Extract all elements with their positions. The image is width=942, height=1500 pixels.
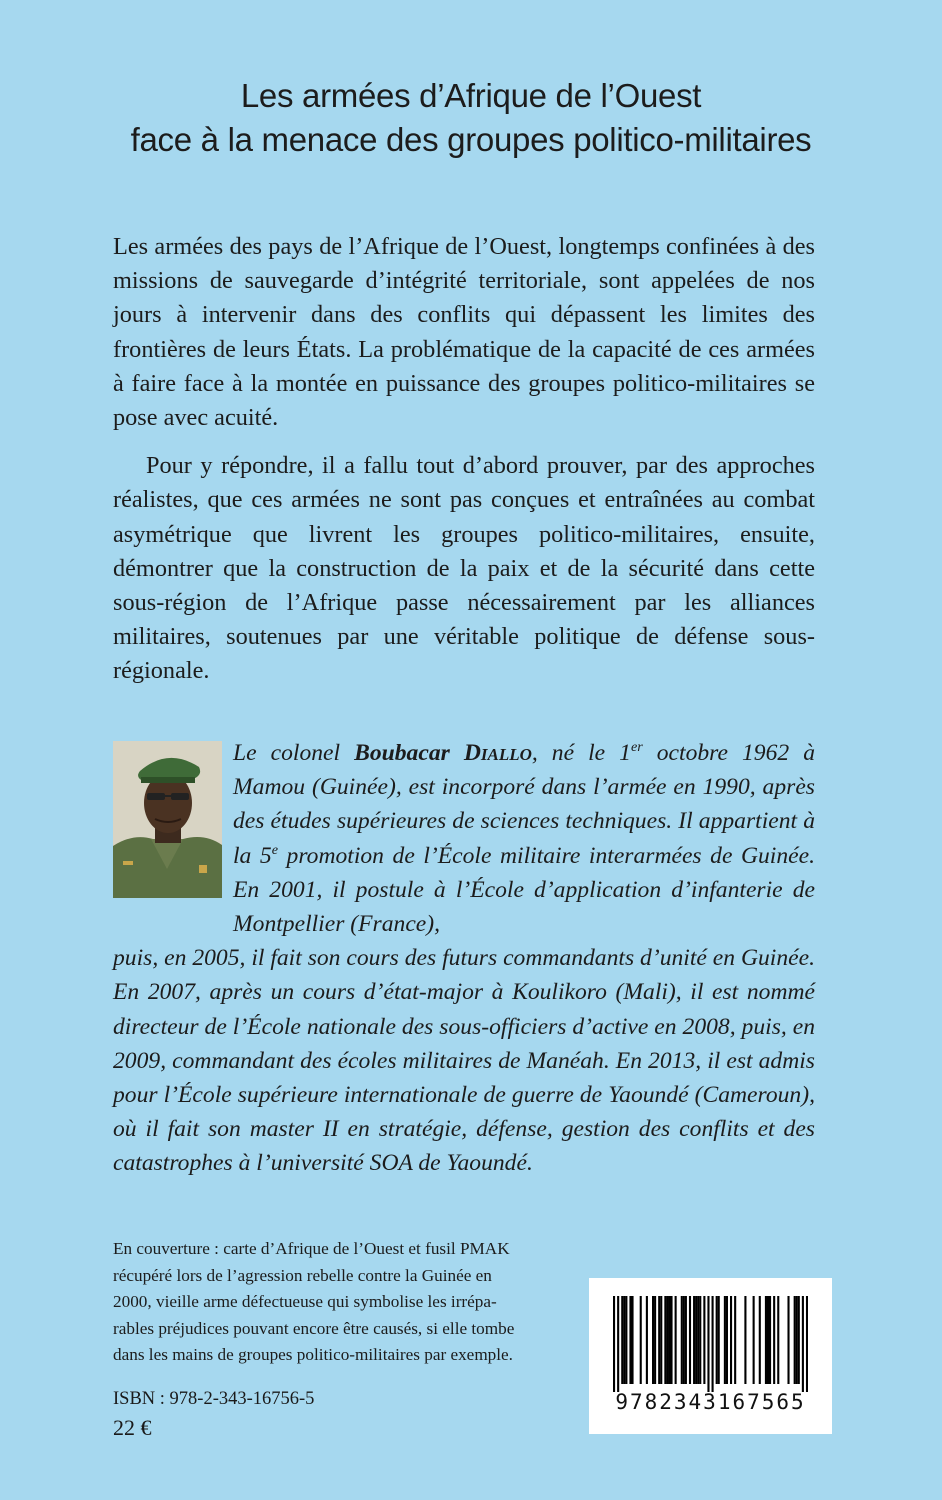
barcode-bar	[668, 1296, 670, 1384]
author-name	[354, 740, 532, 766]
credit-line-5: dans les mains de groupes politico-militaires par exemple.	[113, 1345, 513, 1364]
barcode-bar	[712, 1296, 714, 1392]
barcode-bar	[730, 1296, 732, 1384]
barcode-bar	[734, 1296, 736, 1384]
barcode-bar	[658, 1296, 660, 1384]
author-first-name: Boubacar	[354, 740, 450, 766]
barcode-bar	[769, 1296, 771, 1384]
barcode-bar	[697, 1296, 699, 1384]
barcode-bar	[613, 1296, 615, 1392]
barcode-bar	[681, 1296, 683, 1384]
author-portrait-image	[113, 741, 222, 898]
barcode-bar	[652, 1296, 654, 1384]
barcode-bar	[623, 1296, 625, 1384]
barcode-bar	[759, 1296, 761, 1384]
author-bio	[113, 736, 815, 1181]
bio-part-b: octobre 1962 à Mamou (Guinée), est incorporé dans l’armée en 1990, après des études supérieures de sciences techniques. Il appartient à la 5	[233, 740, 815, 869]
barcode-bar	[695, 1296, 697, 1384]
bio-part-a: , né le 1	[531, 740, 631, 766]
barcode-bar	[654, 1296, 656, 1384]
barcode-bar	[675, 1296, 677, 1384]
credit-line-4: rables préjudices pouvant encore être causés, si elle tombe	[113, 1318, 515, 1338]
barcode-bar	[693, 1296, 695, 1384]
isbn: ISBN : 978-2-343-16756-5	[113, 1389, 315, 1409]
barcode-bar	[798, 1296, 800, 1384]
barcode-bar	[794, 1296, 796, 1384]
barcode	[589, 1278, 832, 1434]
credit-line-2: récupéré lors de l’agression rebelle contre la Guinée en	[113, 1265, 492, 1285]
barcode-bar	[703, 1296, 705, 1384]
barcode-number: 9782343167565	[615, 1390, 806, 1414]
bio-superscript-2: e	[271, 841, 278, 858]
credit-line-1: En couverture : carte d’Afrique de l’Ouest et fusil PMAK	[113, 1239, 510, 1258]
author-last-name: Diallo	[463, 740, 532, 766]
summary-paragraph-2: Pour y répondre, il a fallu tout d’abord prouver, par des approches réalistes, que ces armées ne sont pas conçues et entraînées au combat asymétrique que livrent les groupes politico-militaires, ensuite, démontrer que la construction de la paix et de la sécurité dans cette sous-région de l’Afrique passe nécessairement par les alliances militaires, soutenues par une véritable politique de défense sous-régionale.	[113, 452, 815, 685]
barcode-bar	[718, 1296, 720, 1384]
barcode-bar	[767, 1296, 769, 1384]
barcode-bar	[621, 1296, 623, 1384]
book-title	[0, 74, 942, 162]
barcode-bar	[744, 1296, 746, 1384]
barcode-bar	[726, 1296, 728, 1384]
title-line-1: Les armées d’Afrique de l’Ouest	[240, 77, 702, 114]
summary	[113, 230, 815, 689]
bio-superscript-1: er	[630, 739, 643, 756]
barcode-bar	[753, 1296, 755, 1384]
barcode-bar	[631, 1296, 633, 1384]
barcode-bar	[699, 1296, 701, 1384]
barcode-bar	[802, 1296, 804, 1392]
barcode-bar	[625, 1296, 627, 1384]
title-line-2: face à la menace des groupes politico-militaires	[130, 121, 812, 158]
summary-paragraph-1: Les armées des pays de l’Afrique de l’Ouest, longtemps confinées à des missions de sauvegarde d’intégrité territoriale, sont appelées de nos jours à intervenir dans des conflits qui dépassent les limites des frontières de leurs États. La problématique de la capacité de ces armées à faire face à la montée en puissance des groupes politico-militaires se pose avec acuité.	[113, 233, 815, 432]
barcode-bar	[660, 1296, 662, 1384]
barcode-bar	[640, 1296, 642, 1384]
barcode-bar	[724, 1296, 726, 1384]
barcode-bar	[796, 1296, 798, 1384]
barcode-bar	[670, 1296, 672, 1384]
barcode-bar	[707, 1296, 709, 1392]
barcode-bar	[617, 1296, 619, 1392]
barcode-bar	[685, 1296, 687, 1384]
cover-credit	[113, 1236, 550, 1369]
barcode-bar	[646, 1296, 648, 1384]
barcode-bar	[777, 1296, 779, 1384]
barcode-bar	[787, 1296, 789, 1384]
barcode-bar	[689, 1296, 691, 1384]
bio-continuation: puis, en 2005, il fait son cours des futurs commandants d’unité en Guinée. En 2007, après un cours d’état-major à Koulikoro (Mali), il est nommé directeur de l’École nationale des sous-officiers d’active en 2008, puis, en 2009, commandant des écoles militaires de Manéah. En 2013, il est admis pour l’École supérieure internationale de guerre de Yaoundé (Cameroun), où il fait son master II en stratégie, défense, gestion des conflits et des catastrophes à l’université SOA de Yaoundé.	[113, 945, 815, 1177]
barcode-bar	[765, 1296, 767, 1384]
barcode-bar	[806, 1296, 808, 1392]
author-photo	[113, 741, 222, 898]
barcode-bar	[666, 1296, 668, 1384]
barcode-bar	[716, 1296, 718, 1384]
bio-part-c: promotion de l’École militaire interarmées de Guinée. En 2001, il postule à l’École d’application d’infanterie de Montpellier (France),	[233, 842, 815, 938]
price: 22 €	[113, 1415, 152, 1440]
bio-prefix: Le colonel	[233, 740, 355, 766]
barcode-bars	[613, 1296, 808, 1392]
barcode-bar	[664, 1296, 666, 1384]
credit-line-3: 2000, vieille arme défectueuse qui symbolise les irrépa-	[113, 1292, 497, 1311]
barcode-bar	[773, 1296, 775, 1384]
barcode-bar	[629, 1296, 631, 1384]
barcode-bar	[683, 1296, 685, 1384]
